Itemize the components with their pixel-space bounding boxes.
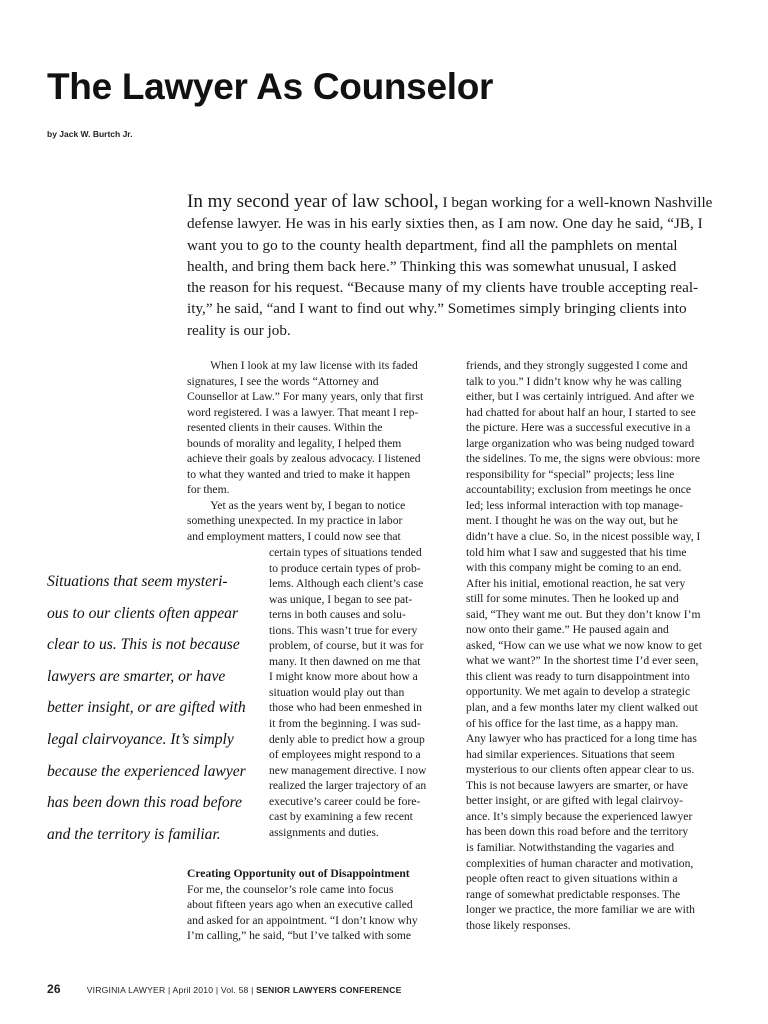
body-line: had similar experiences. Situations that seem xyxy=(466,747,675,761)
body-line: For me, the counselor’s role came into focus xyxy=(187,882,394,896)
body-line: After his initial, emotional reaction, he sat very xyxy=(466,576,686,590)
body-line: friends, and they strongly suggested I come and xyxy=(466,359,688,372)
body-line: opportunity. We met again to develop a strategic xyxy=(466,685,691,699)
page-number: 26 xyxy=(47,982,61,996)
body-line: denly able to predict how a group xyxy=(269,732,425,746)
body-line: with this company might be coming to an end. xyxy=(466,561,682,575)
body-line: new management directive. I now xyxy=(269,763,427,777)
intro-line-rest: I began working for a well-known Nashville xyxy=(438,194,713,211)
intro-line: defense lawyer. He was in his early sixties then, as I am now. One day he said, “JB, I xyxy=(187,215,703,233)
body-line: talk to you.” I didn’t know why he was calling xyxy=(466,374,682,388)
body-line: I’m calling,” he said, “but I’ve talked with some xyxy=(187,929,412,943)
body-line: it from the beginning. I was sud- xyxy=(269,717,421,731)
pull-quote-line: because the experienced lawyer xyxy=(47,762,246,780)
body-line: plan, and a few months later my client walked out xyxy=(466,701,698,715)
body-line: I might know more about how a xyxy=(269,670,418,684)
body-line: large organization who was being nudged toward xyxy=(466,436,695,450)
body-line: something unexpected. In my practice in labor xyxy=(187,514,403,528)
body-line: many. It then dawned on me that xyxy=(269,654,421,668)
body-line: assignments and duties. xyxy=(269,825,379,839)
body-line: ance. It’s simply because the experienced lawyer xyxy=(466,809,693,823)
body-line: for them. xyxy=(187,483,230,497)
pull-quote-line: clear to us. This is not because xyxy=(47,636,240,654)
body-line: This is not because lawyers are smarter, or have xyxy=(466,778,688,792)
body-line: mysterious to our clients often appear clear to us. xyxy=(466,763,695,777)
body-line: told him what I saw and suggested that his time xyxy=(466,545,687,559)
body-column-left xyxy=(187,358,442,545)
body-line: accountability; exclusion from meetings he once xyxy=(466,483,692,497)
body-line: lems. Although each client’s case xyxy=(269,577,424,591)
publication-name: VIRGINIA LAWYER xyxy=(86,985,166,995)
footer-separator: | xyxy=(251,985,254,995)
body-line: longer we practice, the more familiar we are with xyxy=(466,903,695,917)
intro-line: reality is our job. xyxy=(187,321,291,339)
body-column-mid xyxy=(269,545,442,840)
pull-quote xyxy=(47,566,262,850)
body-line: realized the larger trajectory of an xyxy=(269,779,427,793)
subsection xyxy=(187,866,442,944)
article-byline: by Jack W. Burtch Jr. xyxy=(47,129,133,139)
body-line: was unique, I began to see pat- xyxy=(269,592,413,606)
footer-separator: | xyxy=(167,985,171,995)
body-line: range of somewhat predictable responses. The xyxy=(466,887,681,901)
intro-line: want you to go to the county health department, find all the pamphlets on mental xyxy=(187,236,678,254)
body-line: led; less informal interaction with top manage- xyxy=(466,498,683,512)
body-line: said, “They want me out. But they don’t know I’m xyxy=(466,607,701,621)
body-line: complexities of human character and motivation, xyxy=(466,856,694,870)
body-line: and employment matters, I could now see that xyxy=(187,530,401,544)
body-line: didn’t have a clue. So, in the nicest possible way, I xyxy=(466,530,701,544)
body-line: to produce certain types of prob- xyxy=(269,561,421,575)
body-line: Yet as the years went by, I began to notice xyxy=(187,498,406,512)
body-line: word registered. I was a lawyer. That meant I rep- xyxy=(187,405,419,419)
pull-quote-line: ous to our clients often appear xyxy=(47,604,239,622)
body-line: the picture. Here was a successful executive in a xyxy=(466,421,691,435)
intro-line: the reason for his request. “Because many of my clients have trouble accepting real- xyxy=(187,279,699,297)
intro-line: ity,” he said, “and I want to find out why.” Sometimes simply bringing clients into xyxy=(187,300,687,318)
body-line: people often react to given situations within a xyxy=(466,872,678,886)
body-line: this client was ready to turn disappointment into xyxy=(466,669,690,683)
body-line: to what they wanted and tried to make it happen xyxy=(187,467,411,481)
body-line: certain types of situations tended xyxy=(269,546,422,559)
body-line: now onto their game.” He paused again and xyxy=(466,623,669,637)
body-line: responsibility for “special” projects; less line xyxy=(466,467,675,481)
intro-line xyxy=(187,191,717,213)
body-line: of his office for the last time, as a happy man. xyxy=(466,716,679,730)
body-line: executive’s career could be fore- xyxy=(269,794,421,808)
intro-paragraph xyxy=(187,191,717,341)
body-line: bounds of morality and legality, I helped them xyxy=(187,436,402,450)
body-line: is familiar. Notwithstanding the vagaries and xyxy=(466,840,674,854)
pull-quote-line: has been down this road before xyxy=(47,794,243,812)
body-column-right xyxy=(466,358,728,933)
body-line: what we want?” In the shortest time I’d ever seen, xyxy=(466,654,699,668)
body-line: still for some minutes. Then he looked up and xyxy=(466,592,679,606)
body-line: the sidelines. To me, the signs were obvious: more xyxy=(466,452,701,466)
body-line: Counsellor at Law.” For many years, only that first xyxy=(187,390,424,404)
pull-quote-line: and the territory is familiar. xyxy=(47,825,221,843)
body-line: signatures, I see the words “Attorney and xyxy=(187,374,379,388)
body-line: those who had been enmeshed in xyxy=(269,701,422,715)
intro-lead-in: In my second year of law school, xyxy=(187,191,439,212)
pull-quote-line: legal clairvoyance. It’s simply xyxy=(47,730,234,748)
body-line: achieve their goals by zealous advocacy. I listened xyxy=(187,452,421,466)
body-line: resented clients in their causes. Within the xyxy=(187,421,383,435)
body-line: Any lawyer who has practiced for a long time has xyxy=(466,732,697,746)
body-line: about fifteen years ago when an executive called xyxy=(187,898,413,912)
body-line: situation would play out than xyxy=(269,685,405,699)
body-line: had chatted for about half an hour, I started to see xyxy=(466,405,696,419)
article-title: The Lawyer As Counselor xyxy=(47,66,494,107)
body-line: terns in both causes and solu- xyxy=(269,608,406,622)
section-name: SENIOR LAWYERS CONFERENCE xyxy=(256,985,402,995)
body-line: asked, “How can we use what we now know to get xyxy=(466,638,702,652)
body-line: has been down this road before and the territory xyxy=(466,825,689,839)
intro-line: health, and bring them back here.” Thinking this was somewhat unusual, I asked xyxy=(187,257,677,275)
body-line: problem, of course, but it was for xyxy=(269,639,424,653)
body-line: and asked for an appointment. “I don’t know why xyxy=(187,913,418,927)
subsection-heading: Creating Opportunity out of Disappointment xyxy=(187,867,410,880)
subsection-body xyxy=(187,882,442,944)
volume-number: Vol. 58 xyxy=(220,985,249,995)
body-line: cast by examining a few recent xyxy=(269,810,413,824)
pull-quote-line: better insight, or are gifted with xyxy=(47,699,246,717)
body-line: tions. This wasn’t true for every xyxy=(269,623,418,637)
page-footer xyxy=(47,982,402,996)
body-line: When I look at my law license with its faded xyxy=(187,359,418,372)
body-line: of employees might respond to a xyxy=(269,748,421,762)
issue-date: April 2010 xyxy=(172,985,214,995)
body-line: either, but I was certainly intrigued. And after we xyxy=(466,390,695,404)
footer-separator: | xyxy=(215,985,219,995)
body-line: those likely responses. xyxy=(466,918,571,932)
body-line: better insight, or are gifted with legal clairvoy- xyxy=(466,794,683,808)
pull-quote-line: lawyers are smarter, or have xyxy=(47,667,226,685)
pull-quote-line: Situations that seem mysteri- xyxy=(47,573,228,590)
body-line: ment. I thought he was on the way out, but he xyxy=(466,514,678,528)
intro-lines xyxy=(187,213,717,341)
